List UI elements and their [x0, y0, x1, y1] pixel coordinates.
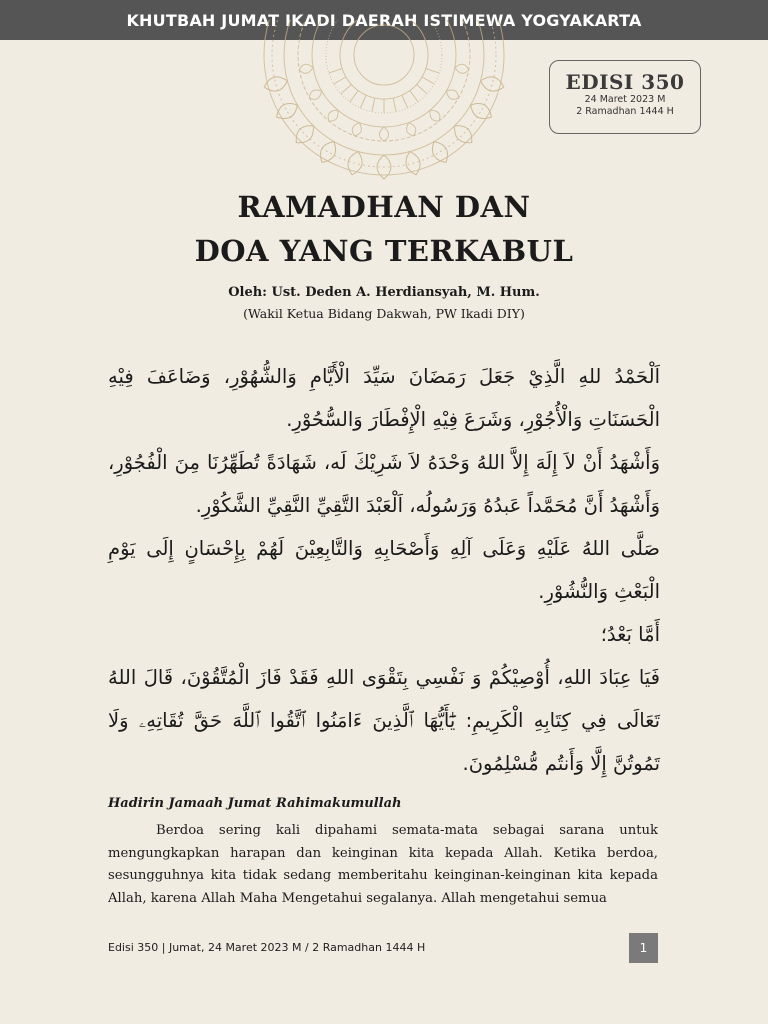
- mandala-ornament: [238, 20, 530, 180]
- edition-box: [549, 60, 701, 134]
- banner-text: KHUTBAH JUMAT IKADI DAERAH ISTIMEWA YOGYAKARTA: [126, 10, 642, 30]
- arabic-opening: [108, 355, 660, 785]
- edition-date-hijri: 2 Ramadhan 1444 H: [576, 106, 674, 117]
- title-line-2: DOA YANG TERKABUL: [194, 234, 574, 268]
- arabic-paragraph: وَأَشْهَدُ أَنْ لاَ إِلَهَ إِلاَّ اللهُ وَحْدَهُ لاَ شَرِيْكَ لَه، شَهَادَةً تُطَهِّرُنَا مِنَ الْفُجُوْرِ، وَأَشْهَدُ أَنَّ مُحَمَّداً عَبدُهُ وَرَسُولُه، اَلْعَبْدَ التَّقِيِّ النَّقِيِّ الشَّكُوْرِ.: [108, 451, 660, 517]
- body-paragraph: Berdoa sering kali dipahami semata-mata sebagai sarana untuk mengungkapkan harapan dan keinginan kita kepada Allah. Ketika berdoa, sesungguhnya kita tidak sedang memberitahu keinginan-keinginan kita kepada Allah, karena Allah Maha Mengetahui segalanya. Allah mengetahui semua: [108, 823, 658, 906]
- edition-date-gregorian: 24 Maret 2023 M: [584, 94, 666, 105]
- edition-label: EDISI 350: [565, 70, 685, 94]
- author: Oleh: Ust. Deden A. Herdiansyah, M. Hum.: [228, 285, 540, 300]
- section-greeting: Hadirin Jamaah Jumat Rahimakumullah: [108, 796, 402, 811]
- arabic-paragraph: صَلَّى اللهُ عَلَيْهِ وَعَلَى آلِهِ وَأَصْحَابِهِ وَالتَّابِعِيْنَ لَهُمْ بِإِحْسَانٍ إِلَى يَوْمِ الْبَعْثِ وَالنُّشُوْرِ.: [108, 537, 660, 603]
- footer-text: Edisi 350 | Jumat, 24 Maret 2023 M / 2 Ramadhan 1444 H: [108, 941, 426, 954]
- page-number-badge: [629, 933, 658, 963]
- title-line-1: RAMADHAN DAN: [237, 190, 531, 224]
- arabic-paragraph: فَيَا عِبَادَ اللهِ، أُوْصِيْكُمْ وَ نَفْسِي بِتَقْوَى اللهِ فَقَدْ فَازَ الْمُتَّقُوْنَ، قَالَ اللهُ تَعَالَى فِي كِتَابِهِ الْكَرِيمِ: يَٰٓأَيُّهَا ٱلَّذِينَ ءَامَنُوا ٱتَّقُوا ٱللَّهَ حَقَّ تُقَاتِهِۦ وَلَا تَمُوتُنَّ إِلَّا وَأَنتُم مُّسْلِمُونَ.: [108, 666, 660, 775]
- arabic-paragraph: اَلْحَمْدُ للهِ الَّذِيْ جَعَلَ رَمَضَانَ سَيِّدَ الْأَيَّامِ وَالشُّهُوْرِ، وَضَاعَفَ فِيْهِ الْحَسَنَاتِ وَالْأُجُوْرِ، وَشَرَعَ فِيْهِ الْإِفْطَارَ وَالسُّحُوْرِ.: [108, 365, 660, 431]
- author-affiliation: (Wakil Ketua Bidang Dakwah, PW Ikadi DIY): [243, 306, 525, 321]
- page-number: 1: [639, 941, 648, 955]
- arabic-paragraph: أَمَّا بَعْدُ؛: [600, 623, 660, 646]
